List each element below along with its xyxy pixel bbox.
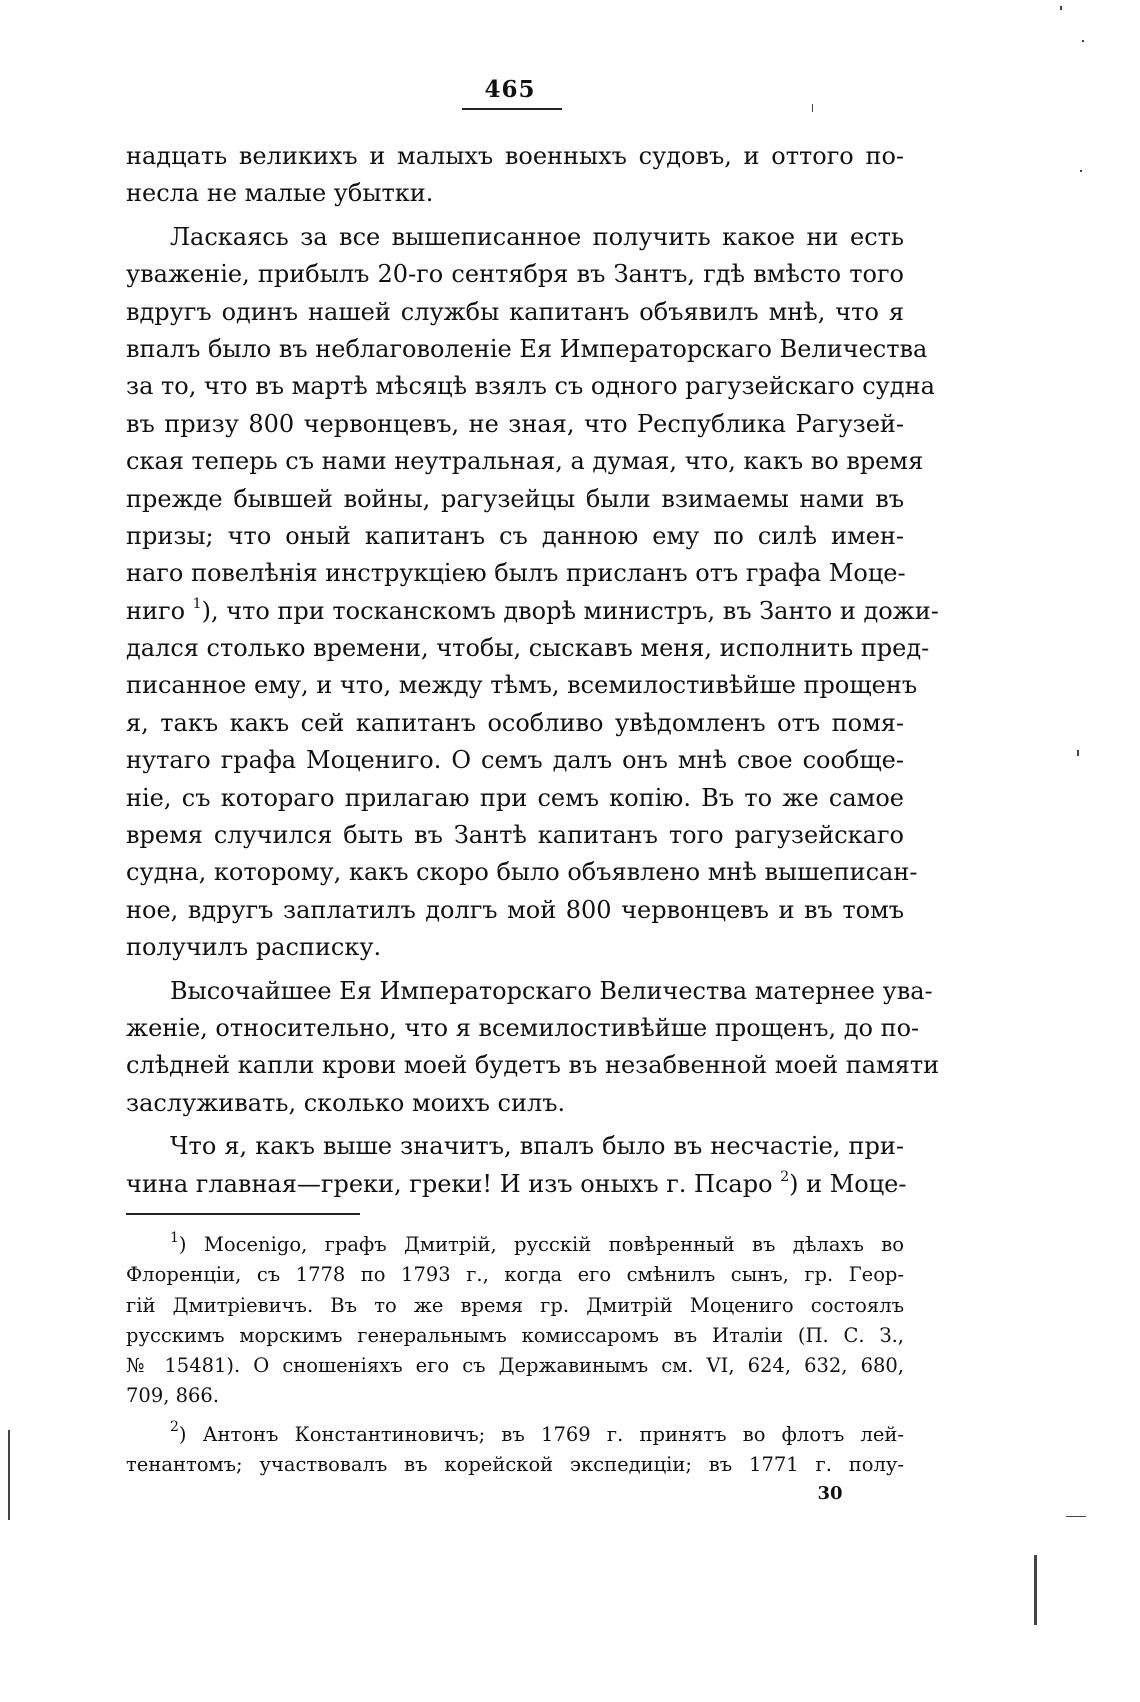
- footnote-ref-2: 2: [780, 1168, 790, 1185]
- page-number: 465: [484, 76, 536, 103]
- scan-speck: [1066, 1516, 1086, 1517]
- text-line: дался столько времени, чтобы, сыскавъ меня, исполнить пред-: [126, 634, 930, 663]
- text-line: въ призу 800 червонцевъ, не зная, что Республика Рагузей-: [126, 409, 904, 438]
- text-fragment: ) и Моце-: [789, 1169, 907, 1198]
- footnote-line: 709, 866.: [126, 1384, 220, 1408]
- text-line: судна, которому, какъ скоро было объявлено мнѣ вышеписан-: [126, 858, 918, 887]
- text-line: впалъ было въ неблаговоленіе Ея Императорскаго Величества: [126, 334, 928, 363]
- footnote-line: [126, 1420, 904, 1450]
- text-line: наго повелѣнія инструкціею былъ присланъ отъ графа Моце-: [126, 559, 906, 588]
- text-line: слѣдней капли крови моей будетъ въ незабвенной моей памяти: [126, 1051, 940, 1080]
- text-line-with-footnote-ref: [126, 593, 939, 630]
- text-fragment: ) Антонъ Константиновичъ; въ 1769 г. принятъ во флотъ лей-: [178, 1422, 904, 1446]
- text-line: за то, что въ мартѣ мѣсяцѣ взялъ съ одного рагузейскаго судна: [126, 372, 935, 401]
- text-line: призы; что оный капитанъ съ данною ему по силѣ имен-: [126, 521, 904, 550]
- footnotes: [126, 1230, 904, 1480]
- text-fragment: чина главная—греки, греки! И изъ оныхъ г. Псаро: [126, 1169, 773, 1198]
- text-line: писанное ему, и что, между тѣмъ, всемилостивѣйше прощенъ: [126, 671, 918, 700]
- text-fragment: ) Mocenigo, графъ Дмитрій, русскій повѣренный въ дѣлахъ во: [178, 1233, 904, 1256]
- text-line: несла не малые убытки.: [126, 179, 434, 208]
- footnote-marker-1: 1: [170, 1229, 179, 1246]
- text-fragment: ниго: [126, 596, 186, 625]
- text-line: прежде бывшей войны, рагузейцы были взимаемы нами въ: [126, 484, 904, 513]
- footnote-line: № 15481). О сношеніяхъ его съ Державинымъ см. VI, 624, 632, 680,: [126, 1354, 904, 1378]
- text-line: вдругъ одинъ нашей службы капитанъ объявилъ мнѣ, что я: [126, 297, 904, 326]
- text-line: Что я, какъ выше значитъ, впалъ было въ несчастіе, при-: [170, 1132, 904, 1161]
- footnote-line: русскимъ морскимъ генеральнымъ комиссаромъ въ Италіи (П. С. З.,: [126, 1323, 904, 1347]
- text-line: Ласкаясь за все вышеписанное получить какое ни есть: [170, 222, 904, 251]
- text-line: ская теперь съ нами неутральная, а думая, что, какъ во время: [126, 447, 924, 476]
- scan-speck: [1077, 750, 1079, 756]
- page-number-rule: [462, 108, 562, 110]
- scan-speck: [1080, 170, 1082, 172]
- footnote-line: [126, 1230, 904, 1260]
- text-line: надцать великихъ и малыхъ военныхъ судовъ, и оттого по-: [126, 142, 904, 170]
- text-line: ное, вдругъ заплатилъ долгъ мой 800 червонцевъ и въ томъ: [126, 895, 904, 924]
- footnote-line: Флоренціи, съ 1778 по 1793 г., когда его смѣнилъ сынъ, гр. Геор-: [126, 1263, 904, 1287]
- scan-edge-mark: [1034, 1555, 1037, 1625]
- text-line: женіе, относительно, что я всемилостивѣйше прощенъ, до по-: [126, 1013, 920, 1042]
- text-line: время случился быть въ Зантѣ капитанъ того рагузейскаго: [126, 821, 904, 850]
- text-line: Высочайшее Ея Императорскаго Величества матернее ува-: [170, 976, 933, 1005]
- text-fragment: ), что при тосканскомъ дворѣ министръ, въ Занто и дожи-: [201, 596, 939, 625]
- footnote-line: гій Дмитріевичъ. Въ то же время гр. Дмитрій Моцениго состоялъ: [126, 1293, 904, 1317]
- text-line: я, такъ какъ сей капитанъ особливо увѣдомленъ отъ помя-: [126, 708, 904, 737]
- text-line: получилъ расписку.: [126, 933, 382, 962]
- signature-mark: 30: [817, 1483, 843, 1504]
- footnote-ref-1: 1: [192, 595, 202, 612]
- footnote-line: тенантомъ; участвовалъ въ корейской экспедиціи; въ 1771 г. полу-: [126, 1453, 904, 1477]
- scan-speck: [1082, 40, 1084, 42]
- text-line: ніе, съ котораго прилагаю при семъ копію. Въ то же самое: [126, 783, 904, 812]
- scan-speck: [812, 104, 813, 112]
- footnote-separator: [126, 1213, 360, 1215]
- text-line: уваженіе, прибылъ 20-го сентября въ Зантъ, гдѣ вмѣсто того: [126, 260, 904, 289]
- text-line: заслуживать, сколько моихъ силъ.: [126, 1088, 566, 1117]
- text-line-with-footnote-ref: [126, 1166, 907, 1203]
- text-line: нутаго графа Моцениго. О семъ далъ онъ мнѣ свое сообще-: [126, 746, 904, 775]
- footnote-marker-2: 2: [170, 1419, 179, 1436]
- main-text: [126, 138, 940, 1203]
- scan-speck: [1060, 6, 1062, 10]
- scan-edge-mark: [8, 1430, 10, 1520]
